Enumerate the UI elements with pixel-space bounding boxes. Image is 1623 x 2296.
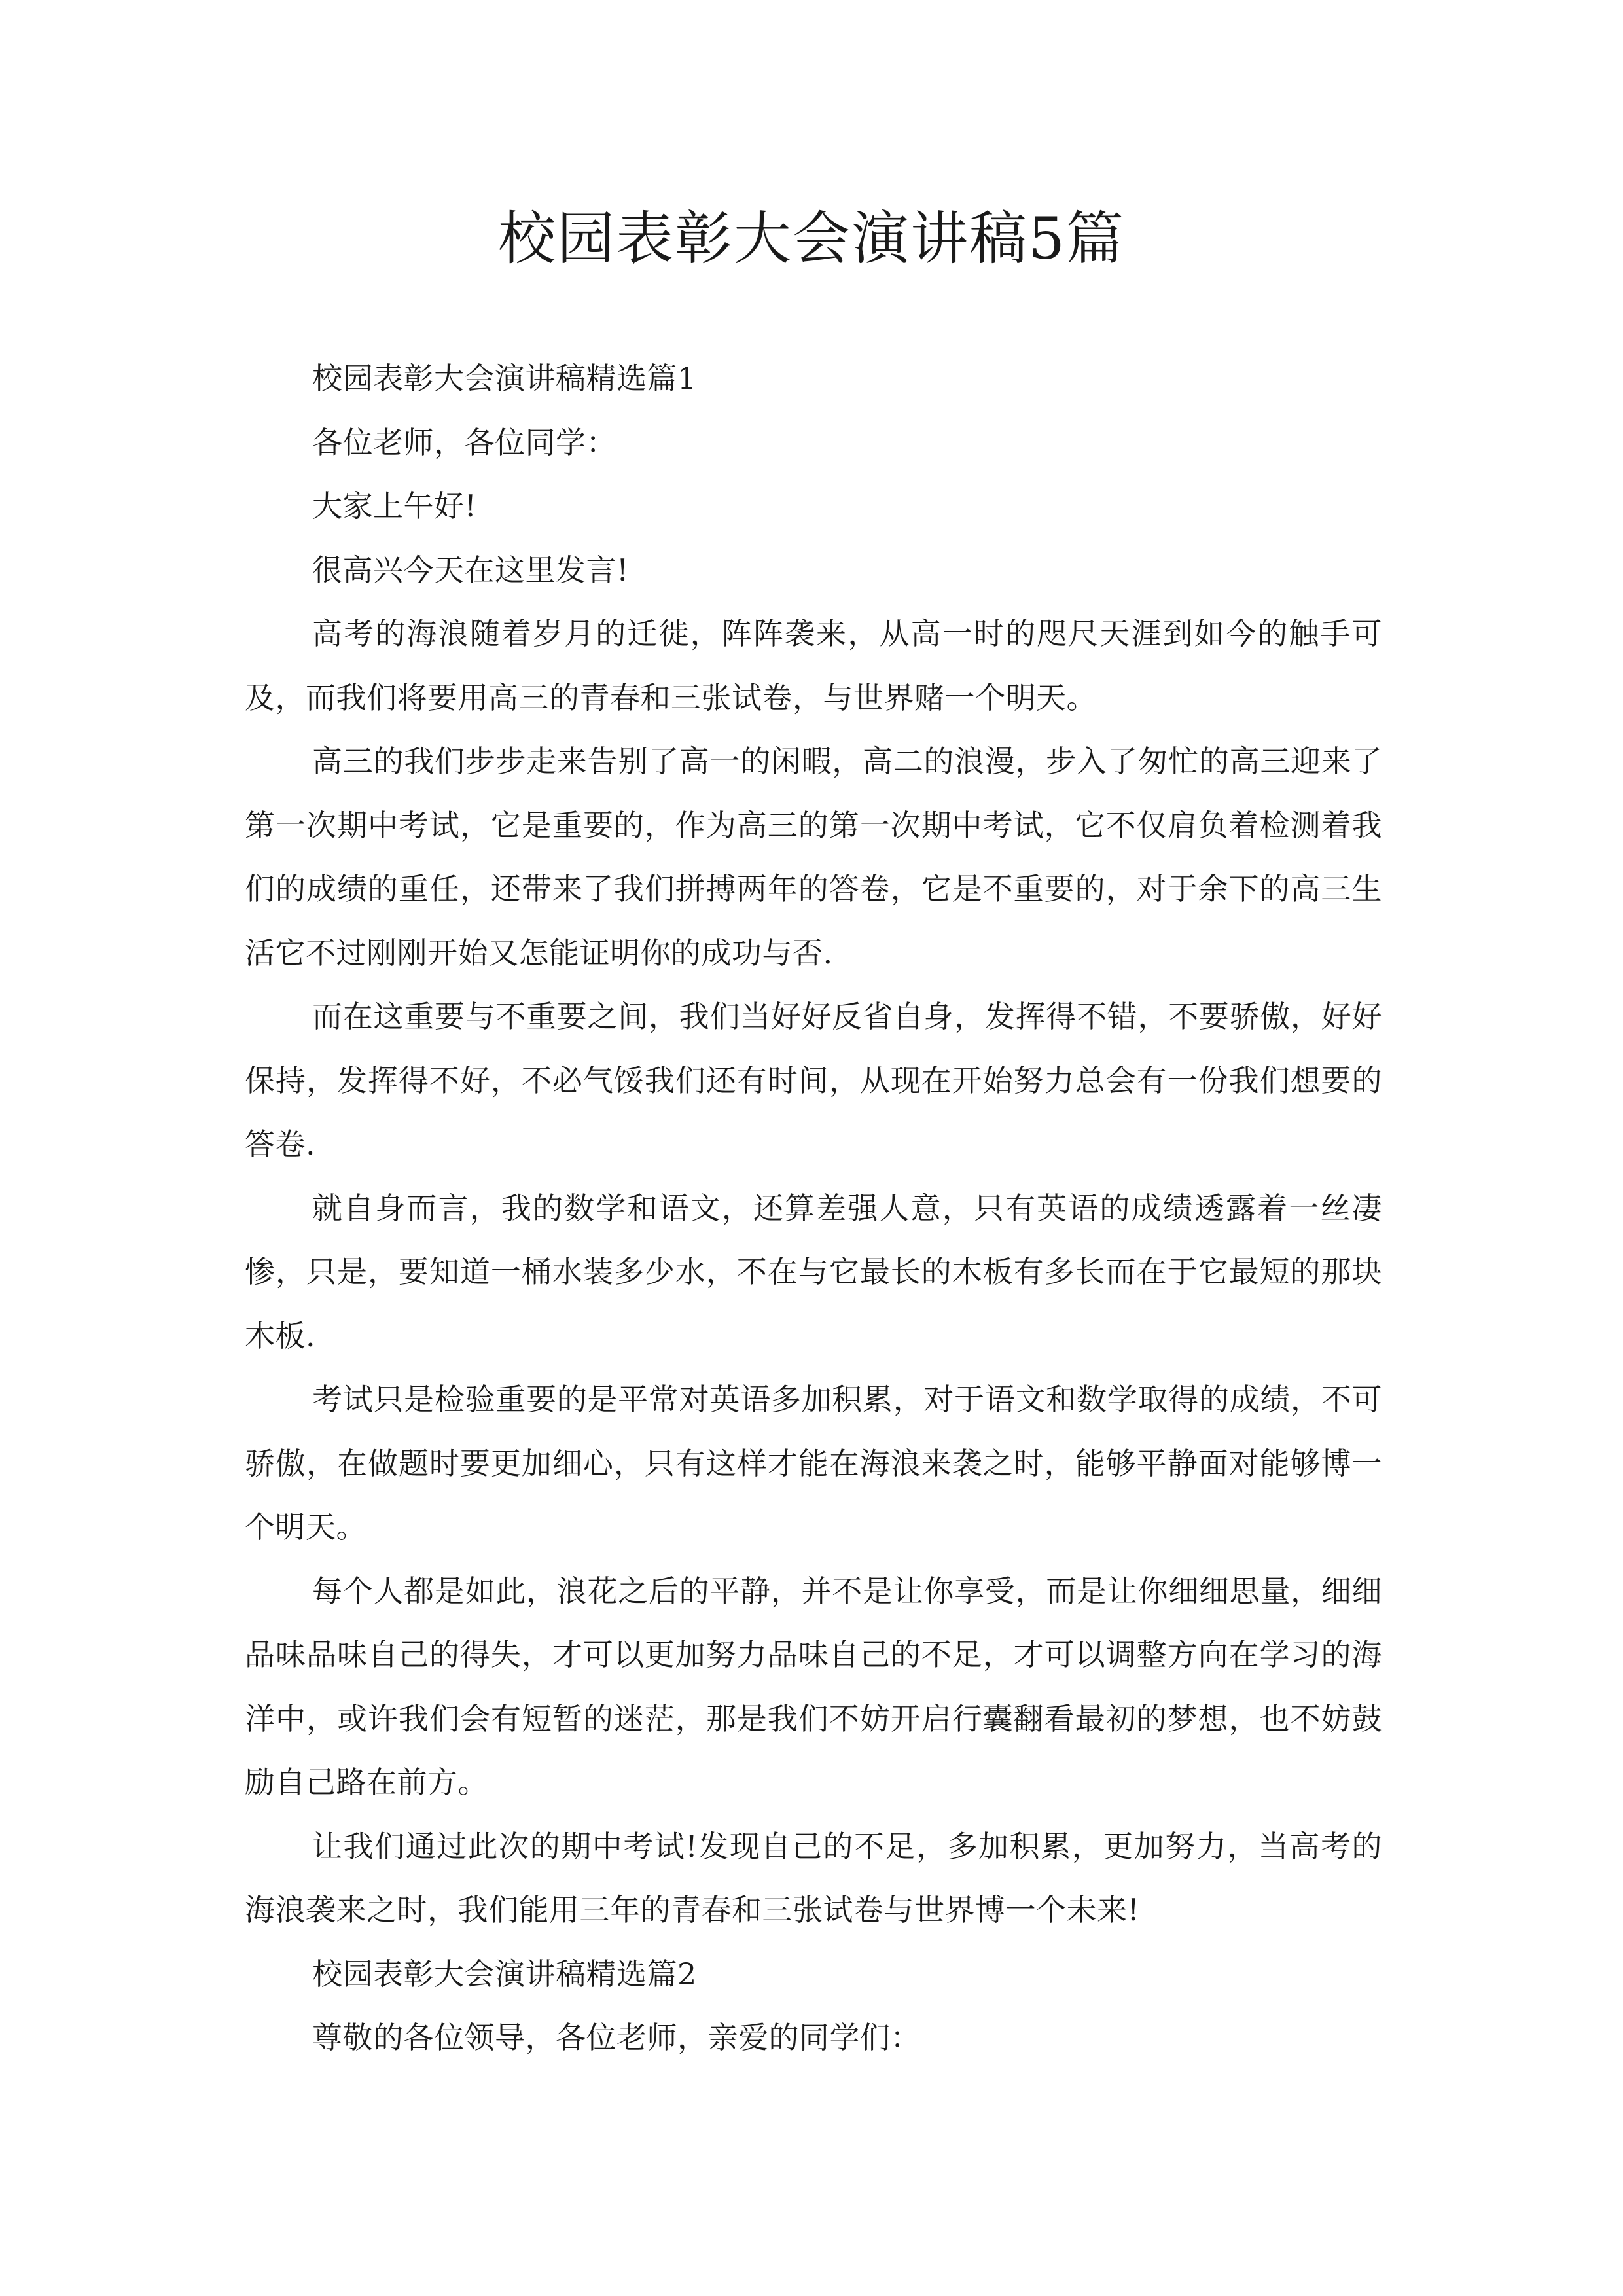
document-title: 校园表彰大会演讲稿5篇 [498, 205, 1125, 272]
body-paragraph: 高三的我们步步走来告别了高一的闲暇，高二的浪漫，步入了匆忙的高三迎来了第一次期中考试，它是重要的，作为高三的第一次期中考试，它不仅肩负着检测着我们的成绩的重任，还带来了我们拼搏两年的答卷，它是不重要的，对于余下的高三生活它不过刚刚开始又怎能证明你的成功与否. [245, 744, 1382, 971]
body-paragraph: 每个人都是如此，浪花之后的平静，并不是让你享受，而是让你细细思量，细细品味品味自己的得失，才可以更加努力品味自己的不足，才可以调整方向在学习的海洋中，或许我们会有短暂的迷茫，那是我们不妨开启行囊翻看最初的梦想，也不妨鼓励自己路在前方。 [245, 1573, 1382, 1800]
salutation-2: 尊敬的各位领导，各位老师，亲爱的同学们： [312, 2020, 921, 2055]
body-paragraph: 考试只是检验重要的是平常对英语多加积累，对于语文和数学取得的成绩，不可骄傲，在做题时要更加细心，只有这样才能在海浪来袭之时，能够平静面对能够博一个明天。 [245, 1382, 1382, 1545]
greeting: 大家上午好! [312, 488, 477, 524]
section-heading-1: 校园表彰大会演讲稿精选篇1 [312, 361, 697, 396]
document-body [245, 347, 1382, 2070]
body-paragraph: 让我们通过此次的期中考试!发现自己的不足，多加积累，更加努力，当高考的海浪袭来之时，我们能用三年的青春和三张试卷与世界博一个未来! [245, 1828, 1382, 1928]
opening-line: 很高兴今天在这里发言! [312, 552, 629, 588]
salutation: 各位老师，各位同学： [312, 424, 616, 460]
section-heading-2: 校园表彰大会演讲稿精选篇2 [312, 1956, 697, 1992]
body-paragraph: 高考的海浪随着岁月的迁徙，阵阵袭来，从高一时的咫尺天涯到如今的触手可及，而我们将要用高三的青春和三张试卷，与世界赌一个明天。 [245, 616, 1382, 715]
body-paragraph: 而在这重要与不重要之间，我们当好好反省自身，发挥得不错，不要骄傲，好好保持，发挥得不好，不必气馁我们还有时间，从现在开始努力总会有一份我们想要的答卷. [245, 999, 1382, 1162]
body-paragraph: 就自身而言，我的数学和语文，还算差强人意，只有英语的成绩透露着一丝凄惨，只是，要知道一桶水装多少水，不在与它最长的木板有多长而在于它最短的那块木板. [245, 1190, 1382, 1354]
